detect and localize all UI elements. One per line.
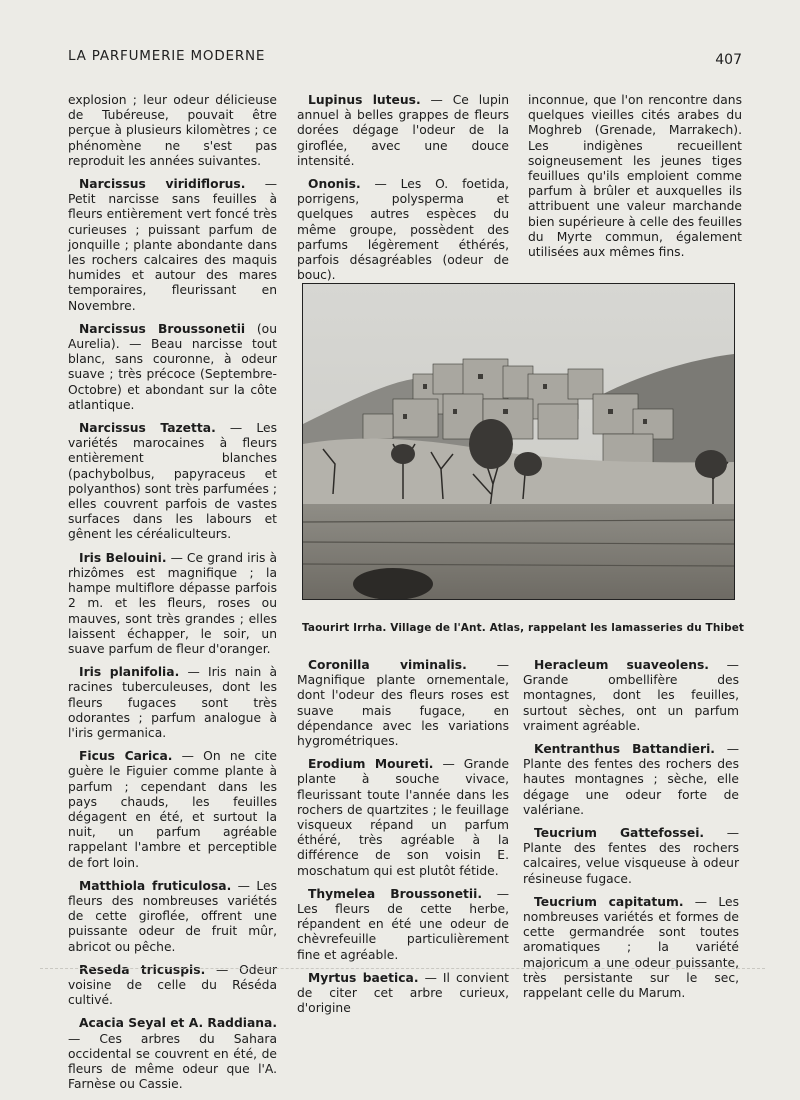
paragraph bbox=[297, 757, 509, 879]
species-name: Ononis. bbox=[308, 177, 361, 192]
paragraph-text: — Petit narcisse sans feuilles à fleurs entièrement vert foncé très curieuses ; puissant parfum de jonquille ; plante abondante dans les rochers calcaires des maquis humides et autour des mares temporaires, fleurissant en Novembre. bbox=[68, 177, 277, 313]
village-photograph bbox=[302, 283, 735, 600]
text-column-4 bbox=[297, 658, 509, 1024]
text-column-2 bbox=[297, 93, 509, 291]
species-name: Thymelea Broussonetii. bbox=[308, 886, 483, 901]
species-name: Erodium Moureti. bbox=[308, 757, 434, 772]
paragraph bbox=[297, 658, 509, 749]
species-name: Lupinus luteus. bbox=[308, 93, 421, 107]
paragraph bbox=[68, 963, 277, 1009]
paragraph bbox=[297, 887, 509, 963]
species-name: Coronilla viminalis. bbox=[308, 658, 467, 672]
paragraph-text: — Odeur voisine de celle du Réséda cultivé. bbox=[68, 962, 277, 1008]
species-name: Reseda tricuspis. bbox=[79, 962, 206, 977]
paragraph bbox=[68, 322, 277, 413]
paragraph-text: — Ce grand iris à rhizômes est magnifique ; la hampe multiflore dépasse parfois 2 m. et les fleurs, roses ou mauves, sont très grandes ; elles laissent échapper, le soir, un suave parfum de fleur d'oranger. bbox=[68, 550, 277, 656]
paragraph-text: — Grande ombellifère des montagnes, dont les feuilles, surtout sèches, ont un parfum vraiment agréable. bbox=[523, 658, 739, 733]
paragraph bbox=[68, 1016, 277, 1092]
paragraph bbox=[68, 421, 277, 543]
paragraph bbox=[297, 93, 509, 169]
running-head: LA PARFUMERIE MODERNE bbox=[68, 48, 266, 64]
paragraph-text: — Les fleurs de cette herbe, répandent en été une odeur de chèvrefeuille particulièrement fine et agréable. bbox=[297, 886, 509, 962]
page-number: 407 bbox=[715, 52, 742, 68]
species-name: Acacia Seyal et A. Raddiana. bbox=[79, 1016, 277, 1031]
paragraph-text: — Plante des fentes des rochers des hautes montagnes ; sèche, elle dégage une odeur forte de valériane. bbox=[523, 742, 739, 817]
paragraph-text: — Les variétés marocaines à fleurs entièrement blanches (pachybolbus, papyraceus et polyanthos) sont très parfumées ; elles couvrent parfois de vastes surfaces dans les labours et gênent les céréaliculteurs. bbox=[68, 421, 277, 542]
species-name: Myrtus baetica. bbox=[308, 970, 419, 985]
figure-caption: Taourirt Irrha. Village de l'Ant. Atlas, rappelant les lamasseries du Thibet bbox=[302, 622, 745, 634]
paragraph-text: — Ce lupin annuel à belles grappes de fleurs dorées dégage l'odeur de la giroflée, avec une douce intensité. bbox=[297, 93, 509, 168]
paragraph bbox=[523, 826, 739, 887]
species-name: Kentranthus Battandieri. bbox=[534, 742, 715, 757]
species-name: Iris Belouini. bbox=[79, 550, 167, 565]
species-name: Teucrium Gattefossei. bbox=[534, 826, 705, 841]
species-name: Narcissus Tazetta. bbox=[79, 421, 216, 436]
paragraph-text: — Grande plante à souche vivace, fleurissant toute l'année dans les rochers de quartzites ; le feuillage visqueux répand un parfum éthéré, très agréable à la différence de son voisin E. moschatum qui est plutôt fétide. bbox=[297, 757, 510, 878]
paragraph-text: explosion ; leur odeur délicieuse de Tubéreuse, pouvait être perçue à plusieurs kilomètres ; ce phénomène ne s'est pas reproduit les années suivantes. bbox=[68, 93, 277, 168]
paragraph bbox=[297, 177, 509, 283]
species-name: Teucrium capitatum. bbox=[534, 894, 684, 909]
paragraph-text: inconnue, que l'on rencontre dans quelques vieilles cités arabes du Moghreb (Grenade, Marrakech). Les indigènes recueillent soigneusement les jeunes tiges feuillues qu'ils emploient comme parfum à brûler et auxquelles ils attribuent une valeur marchande bien supérieure à celle des feuilles du Myrte commun, également utilisées aux mêmes fins. bbox=[528, 93, 742, 260]
paragraph-text: — Iris nain à racines tuberculeuses, dont les fleurs fugaces sont très odorantes ; parfum analogue à l'iris germanica. bbox=[68, 665, 277, 740]
text-column-5 bbox=[523, 658, 739, 1009]
paragraph-text: (ou Aurelia). — Beau narcisse tout blanc, sans couronne, à odeur suave ; très précoce (Septembre-Octobre) et abondant sur la côte atlantique. bbox=[68, 321, 277, 412]
paragraph bbox=[523, 895, 739, 1001]
paragraph bbox=[523, 742, 739, 818]
paragraph bbox=[297, 971, 509, 1017]
paragraph-text: — Plante des fentes des rochers calcaires, velue visqueuse à odeur résineuse fugace. bbox=[523, 826, 739, 886]
text-column-1 bbox=[68, 93, 277, 1100]
species-name: Heracleum suaveolens. bbox=[534, 658, 709, 672]
species-name: Narcissus viridiflorus. bbox=[79, 177, 246, 192]
paragraph bbox=[68, 177, 277, 314]
species-name: Narcissus Broussonetii bbox=[79, 321, 246, 336]
paragraph-text: — Il convient de citer cet arbre curieux, d'origine bbox=[297, 970, 509, 1016]
paragraph-text: — On ne cite guère le Figuier comme plante à parfum ; cependant dans les pays chauds, les feuilles dégagent en été, et surtout la nuit, un parfum agréable rappelant l'ambre et perceptible de fort loin. bbox=[68, 749, 277, 870]
species-name: Ficus Carica. bbox=[79, 749, 173, 764]
species-name: Matthiola fruticulosa. bbox=[79, 878, 232, 893]
paragraph bbox=[68, 551, 277, 657]
text-column-3 bbox=[528, 93, 742, 268]
paragraph-text: — Magnifique plante ornementale, dont l'odeur des fleurs roses est suave mais fugace, en dépendance avec les variations hygrométriques. bbox=[297, 658, 509, 749]
paragraph bbox=[523, 658, 739, 734]
paragraph bbox=[68, 749, 277, 871]
species-name: Iris planifolia. bbox=[79, 665, 180, 680]
paragraph-text: — Ces arbres du Sahara occidental se couvrent en été, de fleurs de même odeur que l'A. Farnèse ou Cassie. bbox=[68, 1031, 277, 1092]
bottom-rule bbox=[40, 968, 765, 969]
paragraph bbox=[68, 879, 277, 955]
paragraph-text: — Les O. foetida, porrigens, polysperma et quelques autres espèces du même groupe, possèdent des parfums légèrement éthérés, parfois désagréables (odeur de bouc). bbox=[297, 177, 509, 283]
paragraph-text: — Les fleurs des nombreuses variétés de cette giroflée, offrent une puissante odeur de fruit mûr, abricot ou pêche. bbox=[68, 878, 277, 954]
paragraph bbox=[68, 93, 277, 169]
paragraph bbox=[528, 93, 742, 260]
paragraph-text: — Les nombreuses variétés et formes de cette germandrée sont toutes aromatiques ; la variété majoricum a une odeur puissante, très persistante sur le sec, rappelant celle du Marum. bbox=[523, 894, 739, 1001]
paragraph bbox=[68, 665, 277, 741]
